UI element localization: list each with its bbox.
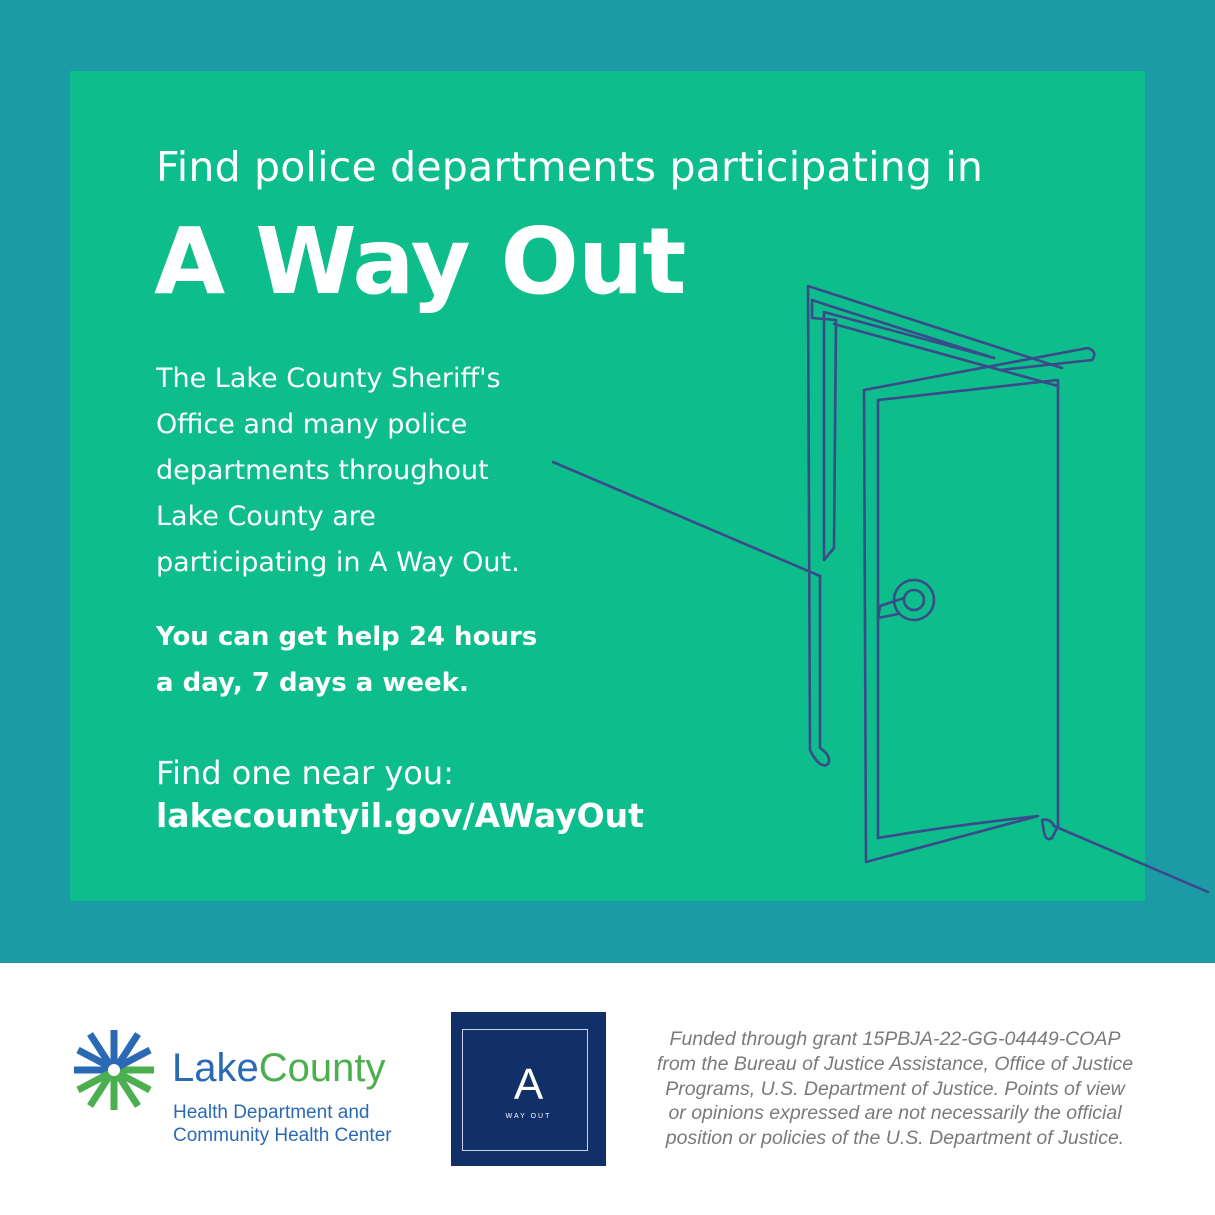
lake-county-name: LakeCounty [172,1046,386,1090]
availability-callout [156,614,537,706]
body-line: departments throughout [156,455,489,486]
website-link[interactable]: lakecountyil.gov/AWayOut [156,796,644,835]
logo-tagline: WAY OUT [505,1113,552,1120]
callout-line: You can get help 24 hours [156,622,538,652]
body-line: Office and many police [156,409,468,440]
cta-label: Find one near you: [156,754,454,792]
lake-county-subtitle: Health Department and Community Health Center [173,1102,392,1146]
body-line: participating in A Way Out. [156,547,520,578]
body-line: The Lake County Sheriff's [156,363,501,394]
callout-line: a day, 7 days a week. [156,668,469,698]
logo-letter: A [513,1060,544,1109]
funding-disclaimer: Funded through grant 15PBJA-22-GG-04449-COAP from the Bureau of Justice Assistance, Office of Justice Programs, U.S. Department of Justice. Points of view or opinions expressed are not necessarily the official position or policies of the U.S. Department of Justice. [656,1028,1134,1150]
a-way-out-logo[interactable] [451,1012,606,1166]
page-title: A Way Out [154,208,686,315]
eyebrow-text: Find police departments participating in [156,143,984,191]
lake-county-logo[interactable] [68,1024,418,1154]
starburst-logo-icon [68,1024,160,1116]
body-paragraph [156,356,576,586]
body-line: Lake County are [156,501,376,532]
